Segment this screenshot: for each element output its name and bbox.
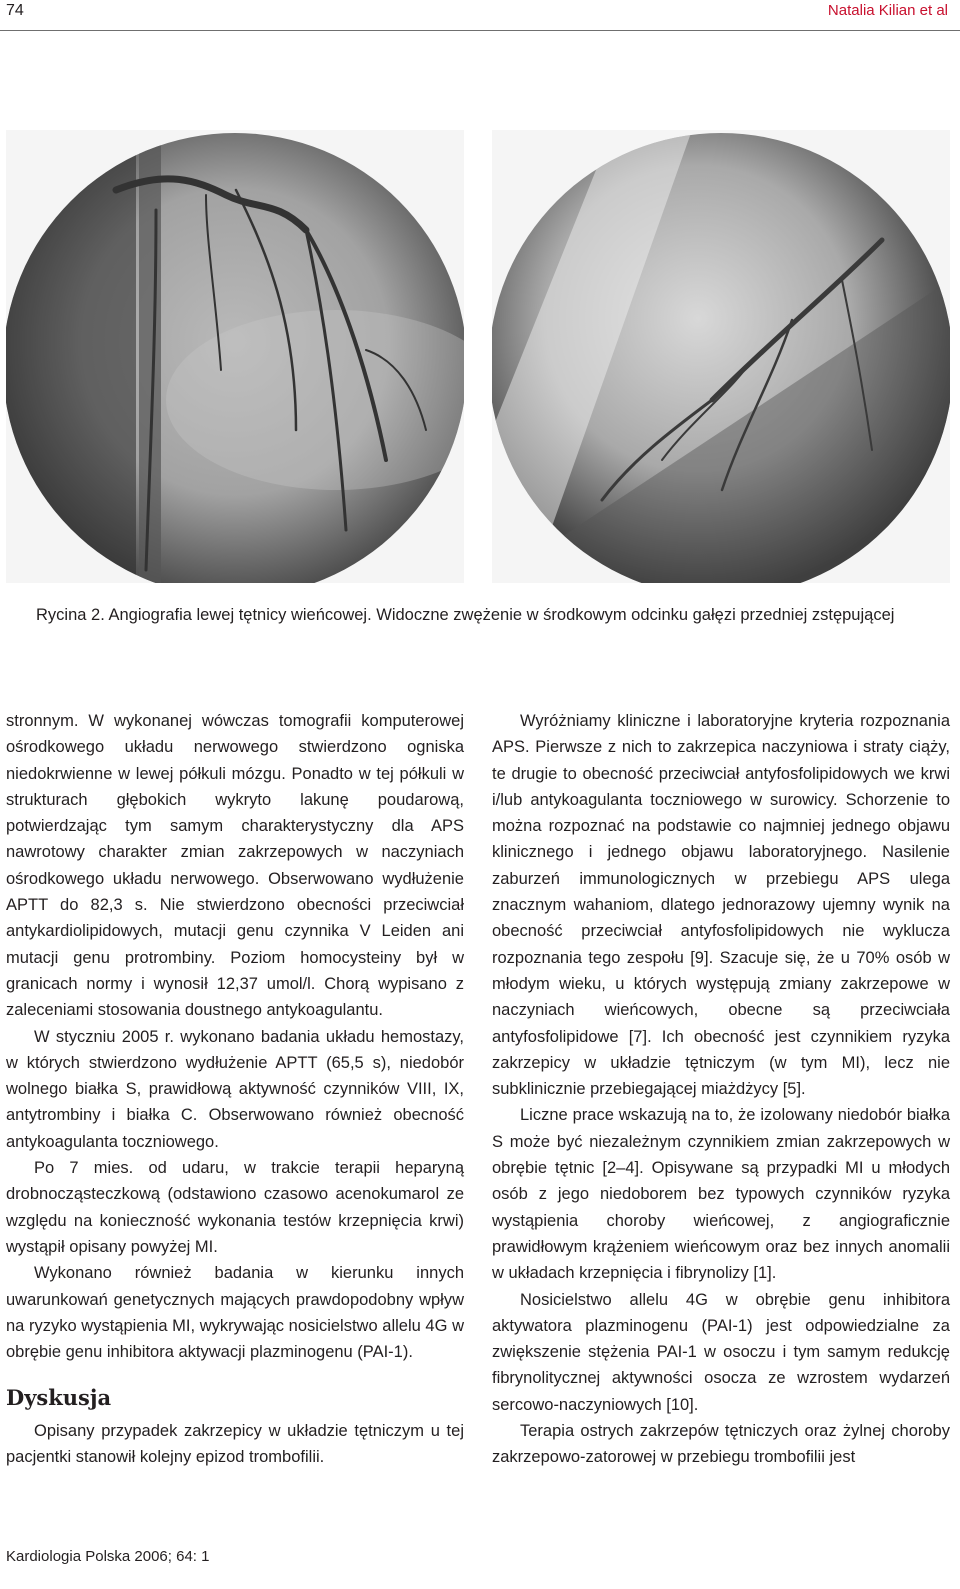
angiogram-left-panel	[6, 130, 464, 583]
figure-label: Rycina 2.	[36, 606, 105, 624]
journal-footer: Kardiologia Polska 2006; 64: 1	[6, 1548, 210, 1565]
paragraph: Liczne prace wskazują na to, że izolowany niedobór białka S może być niezależnym czynnikiem zmian zakrzepowych w obrębie tętnic [2–4]. Opisywane są przypadki MI u młodych osób z jego niedoborem bez typowych czynników ryzyka wystąpienia choroby wieńcowej, z angiograficznie prawidłowym krążeniem wieńcowym oraz bez innych anomalii w układach krzepnięcia i fibrynolizy [1].	[492, 1106, 950, 1283]
header-rule	[0, 30, 960, 31]
paragraph: Terapia ostrych zakrzepów tętniczych oraz żylnej choroby zakrzepowo-zatorowej w przebiegu trombofilii jest	[492, 1422, 950, 1467]
paragraph: Wykonano również badania w kierunku innych uwarunkowań genetycznych mających prawdopodobny wpływ na ryzyko wystąpienia MI, wykrywając nosicielstwo allelu 4G w obrębie genu inhibitora aktywacji plazminogenu (PAI-1).	[6, 1264, 464, 1362]
angiogram-right-panel	[492, 130, 950, 583]
running-author: Natalia Kilian et al	[827, 2, 948, 19]
page-number: 74	[6, 2, 24, 19]
paragraph: W styczniu 2005 r. wykonano badania układu hemostazy, w których stwierdzono wydłużenie APTT (65,5 s), niedobór wolnego białka S, prawidłową aktywność czynników VIII, IX, antytrombiny i białka C. Obserwowano również obecność antykoagulanta toczniowego.	[6, 1027, 464, 1151]
page-header	[0, 0, 960, 30]
paragraph: Opisany przypadek zakrzepicy w układzie tętniczym u tej pacjentki stanowił kolejny epizod trombofilii.	[6, 1421, 464, 1467]
angiogram-image	[492, 130, 950, 583]
paragraph: stronnym. W wykonanej wówczas tomografii komputerowej ośrodkowego układu nerwowego stwierdzono ogniska niedokrwienne w lewej półkuli mózgu. Ponadto w tej półkuli w strukturach głębokich wykryto lakunę poudarową, potwierdzając tym samym charakterystyczny dla APS nawrotowy charakter zmian zakrzepowych w naczyniach ośrodkowego układu nerwowego. Obserwowano wydłużenie APTT do 82,3 s. Nie stwierdzono obecności przeciwciał antykardiolipidowych, mutacji genu czynnika V Leiden ani mutacji genu protrombiny. Poziom homocysteiny był w granicach normy i wynosił 12,37 umol/l. Chorą wypisano z zaleceniami stosowania doustnego antykoagulantu.	[6, 712, 464, 1020]
left-text-column	[6, 708, 464, 1470]
right-text-column	[492, 708, 950, 1471]
section-heading: Dyskusja	[6, 1385, 112, 1411]
angiogram-image	[6, 130, 464, 583]
paragraph: Wyróżniamy kliniczne i laboratoryjne kryteria rozpoznania APS. Pierwsze z nich to zakrzepica naczyniowa i straty ciąży, te drugie to obecność przeciwciał antyfosfolipidowych we krwi i/lub antykoagulanta toczniowego w surowicy. Schorzenie to można rozpoznać na podstawie co najmniej jednego objawu klinicznego i jednego objawu laboratoryjnego. Nasilenie zaburzeń immunologicznych w przebiegu APS ulega znacznym wahaniom, dlatego jednorazowy ujemny wynik na obecność przeciwciał antyfosfolipidowych nie wyklucza rozpoznania tego zespołu [9]. Szacuje się, że u 70% osób w młodym wieku, u których występują zmiany zakrzepowe w naczyniach wieńcowych, obecne są przeciwciała antyfosfolipidowe [7]. Ich obecność jest czynnikiem ryzyka zakrzepicy w układzie tętniczym (w tym MI), lecz nie subklinicznie przebiegającej miażdżycy [5].	[492, 712, 950, 1099]
figure-caption-text: Angiografia lewej tętnicy wieńcowej. Widoczne zwężenie w środkowym odcinku gałęzi przedniej zstępującej	[104, 606, 895, 624]
paragraph: Nosicielstwo allelu 4G w obrębie genu inhibitora aktywatora plazminogenu (PAI-1) jest odpowiedzialne za zwiększenie stężenia PAI-1 w osoczu i tym samym redukcję fibrynolitycznej aktywności osocza ze wzrostem wydarzeń sercowo-naczyniowych [10].	[492, 1290, 950, 1414]
paragraph: Po 7 mies. od udaru, w trakcie terapii heparyną drobnocząsteczkową (odstawiono czasowo acenokumarol ze względu na konieczność wykonania testów krzepnięcia krwi) wystąpił opisany powyżej MI.	[6, 1159, 464, 1256]
figure-caption	[36, 602, 916, 628]
